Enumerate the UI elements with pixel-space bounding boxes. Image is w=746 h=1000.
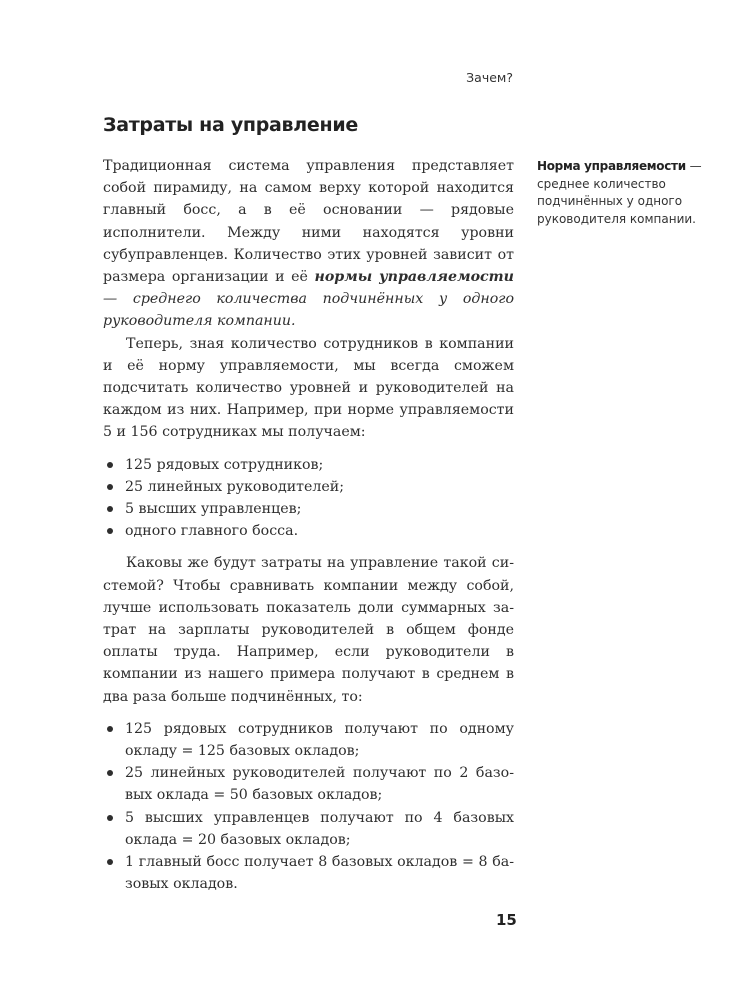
main-text-column xyxy=(103,155,514,906)
list-item xyxy=(103,520,514,542)
bullet-icon xyxy=(107,484,113,490)
list-item-text: 125 рядовых сотрудников получают по одному окладу = 125 базовых окладов; xyxy=(125,720,514,760)
list-item-text: 5 высших управленцев получают по 4 базовых оклада = 20 базовых окладов; xyxy=(125,809,514,848)
bullet-icon xyxy=(107,815,113,821)
list-item-text: 25 линейных руководителей; xyxy=(125,478,345,495)
list-item xyxy=(103,718,514,762)
list-item-text: 5 высших управленцев; xyxy=(125,501,302,518)
list-item-text: одного главного босса. xyxy=(125,523,299,540)
bullet-icon xyxy=(107,506,113,512)
list-item-text: 1 главный босс получает 8 базовых окладов = 8 базовых окладов. xyxy=(125,854,514,893)
paragraph-intro-text: Традиционная система управления представляет собой пирамиду, на самом верху которой находится главный босс, а в её основании — рядовые исполнители. Между ними находятся уровни субуправленцев. Количество этих уровней зависит от размера организации и её xyxy=(103,158,514,286)
term-span-of-control: нормы управляемости xyxy=(314,269,514,286)
list-item xyxy=(103,476,514,498)
list-item-text: 125 рядовых сотрудников; xyxy=(125,456,324,473)
margin-note-term: Норма управляемости xyxy=(537,159,686,173)
margin-note-definition: — среднее количество подчинённых у одного руководителя компании. xyxy=(537,159,702,226)
bullet-icon xyxy=(107,770,113,776)
list-item xyxy=(103,454,514,476)
margin-note xyxy=(537,158,707,228)
list-hierarchy-counts xyxy=(103,454,514,543)
running-head: Зачем? xyxy=(466,70,513,85)
page-number: 15 xyxy=(496,911,517,929)
list-item xyxy=(103,851,514,895)
list-item xyxy=(103,807,514,851)
list-salary-costs xyxy=(103,718,514,896)
term-definition-inline: — среднего количества подчинённых у одного руководителя компании. xyxy=(103,291,514,330)
list-item xyxy=(103,498,514,520)
bullet-icon xyxy=(107,462,113,468)
bullet-icon xyxy=(107,859,113,865)
paragraph-costs: Каковы же будут затраты на управление такой системой? Чтобы сравнивать компании между собой, лучше использовать показатель доли суммарных затрат на зарплаты руководителей в общем фонде оплаты труда. Например, если руководители в компании из нашего примера получают в среднем в два раза больше подчинённых, то: xyxy=(103,555,514,705)
bullet-icon xyxy=(107,726,113,732)
list-item-text: 25 линейных руководителей получают по 2 базовых оклада = 50 базовых окладов; xyxy=(125,765,514,804)
list-item xyxy=(103,762,514,806)
section-title: Затраты на управление xyxy=(103,114,358,136)
paragraph-intro xyxy=(103,155,514,333)
bullet-icon xyxy=(107,528,113,534)
paragraph-example: Теперь, зная количество сотрудников в компании и её норму управляемости, мы всегда сможем подсчитать количество уровней и руководителей на каждом из них. Например, при норме управляемости 5 и 156 сотрудниках мы получаем: xyxy=(103,335,514,441)
